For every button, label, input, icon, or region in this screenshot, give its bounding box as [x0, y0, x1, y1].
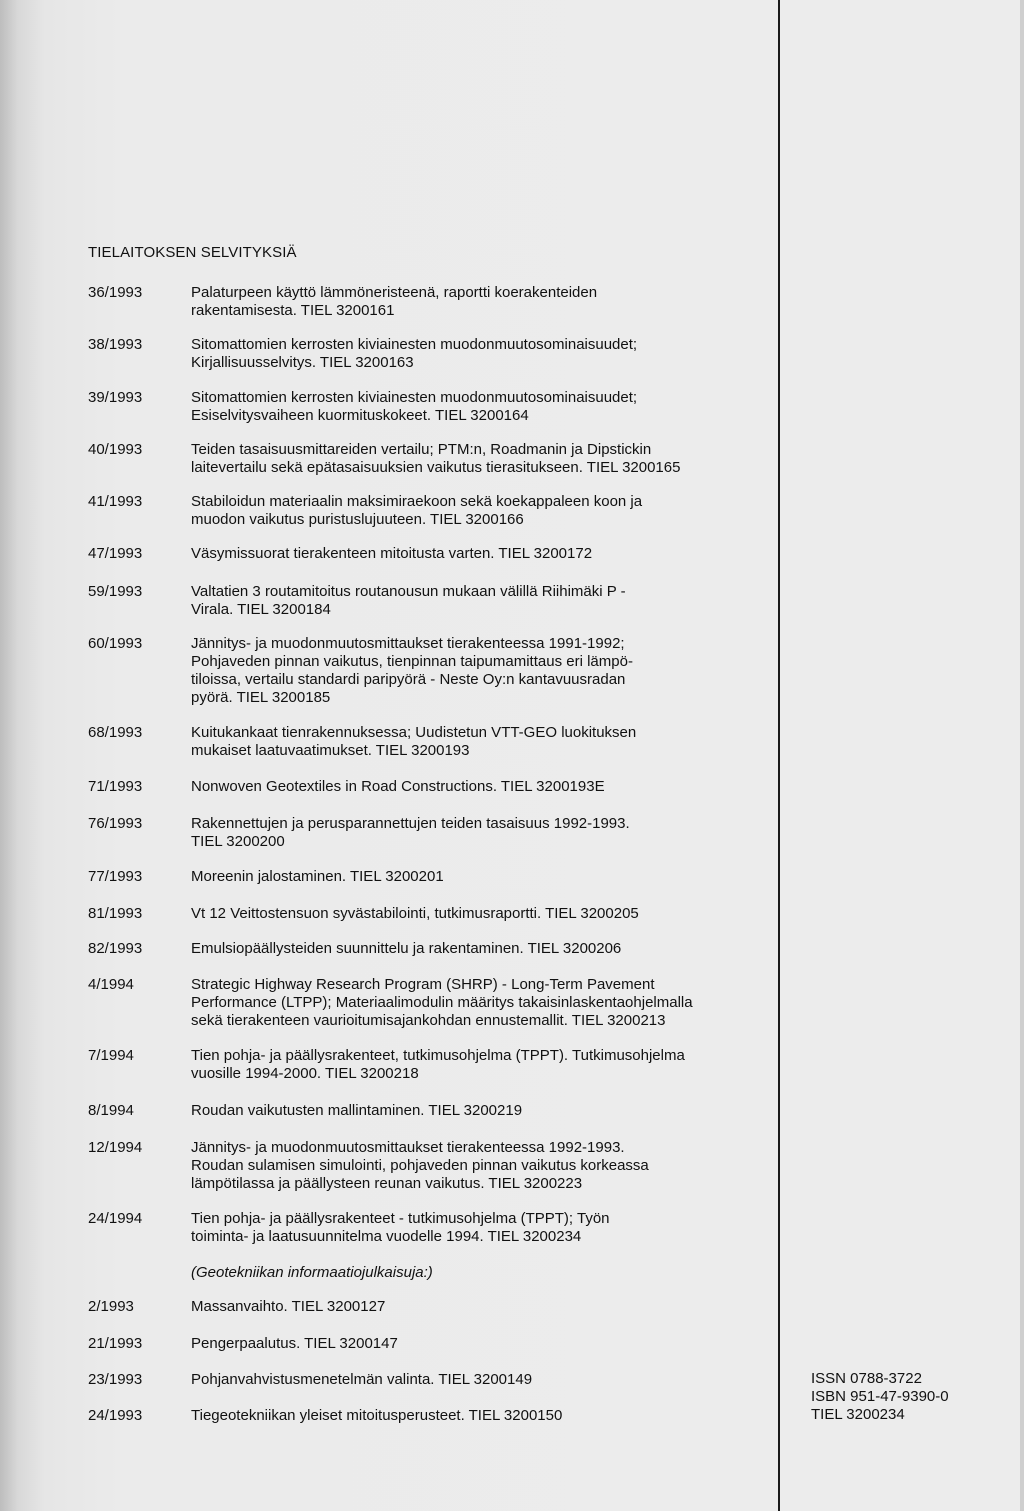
publication-title-line: toiminta- ja laatusuunnitelma vuodelle 1994. TIEL 3200234	[191, 1228, 582, 1245]
publication-number: 71/1993	[88, 778, 143, 795]
publication-title	[191, 389, 761, 425]
publication-title-line: Pohjanvahvistusmenetelmän valinta. TIEL 3200149	[191, 1371, 533, 1388]
publication-number: 47/1993	[88, 545, 143, 562]
publication-number: 24/1993	[88, 1407, 143, 1424]
publication-number: 77/1993	[88, 868, 143, 885]
publication-number: 82/1993	[88, 940, 143, 957]
page-edge	[1020, 0, 1024, 1511]
publication-title-line: Vt 12 Veittostensuon syvästabilointi, tutkimusraportti. TIEL 3200205	[191, 905, 639, 922]
publication-title	[191, 1210, 761, 1246]
publication-title-line: Strategic Highway Research Program (SHRP) - Long-Term Pavement	[191, 976, 655, 993]
publication-title	[191, 284, 761, 320]
publication-title	[191, 976, 761, 1030]
publication-title-line: Sitomattomien kerrosten kiviainesten muodonmuutosominaisuudet;	[191, 336, 638, 353]
publication-title	[191, 336, 761, 372]
publication-title-line: Roudan vaikutusten mallintaminen. TIEL 3200219	[191, 1102, 523, 1119]
publication-number: 68/1993	[88, 724, 143, 741]
publication-title	[191, 583, 761, 619]
publication-title	[191, 635, 761, 707]
publication-number: 24/1994	[88, 1210, 143, 1227]
publication-title-line: Kuitukankaat tienrakennuksessa; Uudistetun VTT-GEO luokituksen	[191, 724, 637, 741]
publication-number: 81/1993	[88, 905, 143, 922]
publication-title-line: tiloissa, vertailu standardi paripyörä - Neste Oy:n kantavuusradan	[191, 671, 626, 688]
publication-title	[191, 441, 761, 477]
publication-title-line: sekä tierakenteen vaurioitumisajankohdan ennustemallit. TIEL 3200213	[191, 1012, 666, 1029]
identifiers-block	[811, 1370, 949, 1424]
publication-title	[191, 545, 761, 563]
publication-title-line: Kirjallisuusselvitys. TIEL 3200163	[191, 354, 414, 371]
publication-title-line: Väsymissuorat tierakenteen mitoitusta varten. TIEL 3200172	[191, 545, 593, 562]
publication-number: 7/1994	[88, 1047, 134, 1064]
publication-title	[191, 1047, 761, 1083]
publication-number: 76/1993	[88, 815, 143, 832]
publication-title-line: Esiselvitysvaiheen kuormituskokeet. TIEL 3200164	[191, 407, 529, 424]
publication-title	[191, 1335, 761, 1353]
publication-title-line: Virala. TIEL 3200184	[191, 601, 331, 618]
publication-number: 59/1993	[88, 583, 143, 600]
publication-title-line: muodon vaikutus puristuslujuuteen. TIEL 3200166	[191, 511, 524, 528]
publication-number: 41/1993	[88, 493, 143, 510]
publication-title	[191, 1298, 761, 1316]
publication-number: 23/1993	[88, 1371, 143, 1388]
publication-title-line: Teiden tasaisuusmittareiden vertailu; PTM:n, Roadmanin ja Dipstickin	[191, 441, 652, 458]
fold-line	[778, 0, 780, 1511]
series-title: TIELAITOKSEN SELVITYKSIÄ	[88, 244, 297, 261]
publication-title	[191, 868, 761, 886]
publication-number: 38/1993	[88, 336, 143, 353]
publication-number: 4/1994	[88, 976, 134, 993]
publication-number: 21/1993	[88, 1335, 143, 1352]
publication-title-line: Rakennettujen ja perusparannettujen teiden tasaisuus 1992-1993.	[191, 815, 630, 832]
publication-title-line: rakentamisesta. TIEL 3200161	[191, 302, 395, 319]
publication-title-line: Palaturpeen käyttö lämmöneristeenä, raportti koerakenteiden	[191, 284, 598, 301]
geotechnics-subheading: (Geotekniikan informaatiojulkaisuja:)	[191, 1264, 433, 1281]
publication-title-line: lämpötilassa ja päällysteen reunan vaikutus. TIEL 3200223	[191, 1175, 583, 1192]
publication-title-line: Roudan sulamisen simulointi, pohjaveden pinnan vaikutus korkeassa	[191, 1157, 649, 1174]
publication-title-line: TIEL 3200200	[191, 833, 285, 850]
publication-title	[191, 1139, 761, 1193]
publication-title	[191, 1371, 761, 1389]
publication-title-line: Emulsiopäällysteiden suunnittelu ja rakentaminen. TIEL 3200206	[191, 940, 622, 957]
publication-number: 2/1993	[88, 1298, 134, 1315]
publication-title-line: Jännitys- ja muodonmuutosmittaukset tierakenteessa 1992-1993.	[191, 1139, 625, 1156]
publication-number: 60/1993	[88, 635, 143, 652]
publication-title	[191, 1407, 761, 1425]
publication-title-line: Performance (LTPP); Materiaalimodulin määritys takaisinlaskentaohjelmalla	[191, 994, 693, 1011]
publication-title-line: Nonwoven Geotextiles in Road Constructions. TIEL 3200193E	[191, 778, 605, 795]
publication-number: 12/1994	[88, 1139, 143, 1156]
publication-title-line: Pengerpaalutus. TIEL 3200147	[191, 1335, 398, 1352]
publication-title	[191, 778, 761, 796]
issn-number: ISSN 0788-3722	[811, 1370, 922, 1387]
publication-title-line: Tien pohja- ja päällysrakenteet - tutkimusohjelma (TPPT); Työn	[191, 1210, 610, 1227]
publication-title-line: pyörä. TIEL 3200185	[191, 689, 331, 706]
publication-title-line: Massanvaihto. TIEL 3200127	[191, 1298, 386, 1315]
publication-number: 8/1994	[88, 1102, 134, 1119]
publication-title-line: Moreenin jalostaminen. TIEL 3200201	[191, 868, 444, 885]
publication-title-line: vuosille 1994-2000. TIEL 3200218	[191, 1065, 419, 1082]
publication-title-line: Sitomattomien kerrosten kiviainesten muodonmuutosominaisuudet;	[191, 389, 638, 406]
isbn-number: ISBN 951-47-9390-0	[811, 1388, 949, 1405]
publication-title-line: Tiegeotekniikan yleiset mitoitusperusteet. TIEL 3200150	[191, 1407, 563, 1424]
publication-title	[191, 940, 761, 958]
publication-title-line: Tien pohja- ja päällysrakenteet, tutkimusohjelma (TPPT). Tutkimusohjelma	[191, 1047, 685, 1064]
publication-title	[191, 905, 761, 923]
publication-title	[191, 1102, 761, 1120]
publication-number: 39/1993	[88, 389, 143, 406]
publication-number: 36/1993	[88, 284, 143, 301]
publication-title	[191, 815, 761, 851]
publication-title	[191, 493, 761, 529]
publication-title-line: Valtatien 3 routamitoitus routanousun mukaan välillä Riihimäki P -	[191, 583, 626, 600]
publication-title	[191, 724, 761, 760]
publication-title-line: laitevertailu sekä epätasaisuuksien vaikutus tierasitukseen. TIEL 3200165	[191, 459, 681, 476]
publication-title-line: Stabiloidun materiaalin maksimiraekoon sekä koekappaleen koon ja	[191, 493, 643, 510]
tiel-number: TIEL 3200234	[811, 1406, 905, 1423]
publication-number: 40/1993	[88, 441, 143, 458]
publication-title-line: Jännitys- ja muodonmuutosmittaukset tierakenteessa 1991-1992;	[191, 635, 625, 652]
publication-title-line: Pohjaveden pinnan vaikutus, tienpinnan taipumamittaus eri lämpö-	[191, 653, 633, 670]
publication-title-line: mukaiset laatuvaatimukset. TIEL 3200193	[191, 742, 470, 759]
